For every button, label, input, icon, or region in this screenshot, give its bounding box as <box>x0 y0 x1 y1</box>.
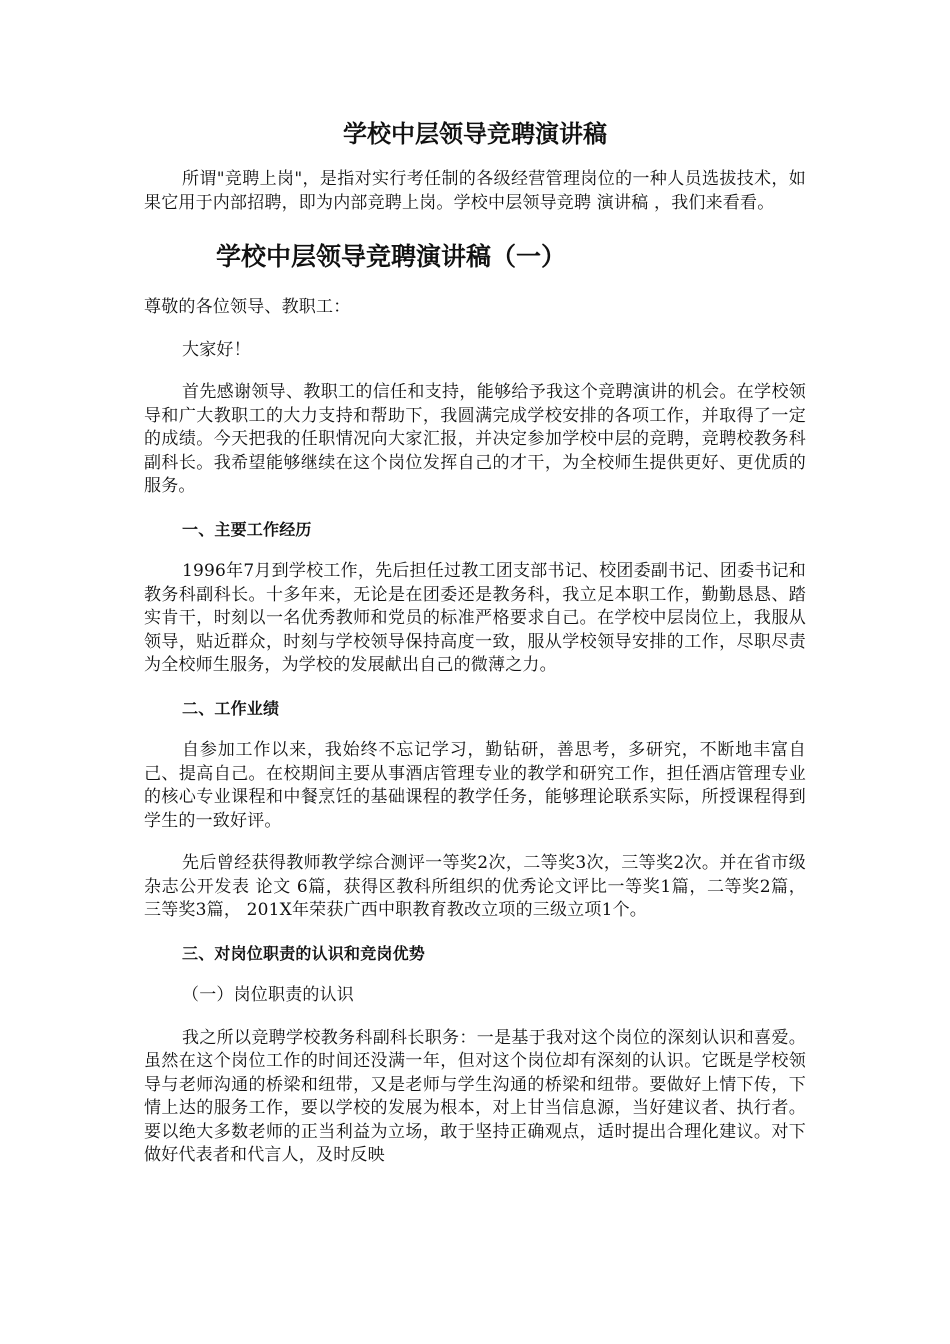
greeting: 大家好！ <box>182 339 251 360</box>
salutation: 尊敬的各位领导、教职工： <box>144 297 351 317</box>
thanks-paragraph: 首先感谢领导、教职工的信任和支持，能够给予我这个竞聘演讲的机会。在学校领导和广大教职工的大力支持和帮助下，我圆满完成学校安排的各项工作，并取得了一定的成绩。今天把我的任职情况向大家汇报，并决定参加学校中层的竞聘，竞聘校教务科副科长。我希望能够继续在这个岗位发挥自己的才干，为全校师生提供更好、更优质的服务。 <box>144 382 806 496</box>
intro-paragraph: 所谓"竞聘上岗"，是指对实行考任制的各级经营管理岗位的一种人员选拔技术，如果它用于内部招聘，即为内部竞聘上岗。学校中层领导竞聘 演讲稿 ，我们来看看。 <box>144 169 806 213</box>
heading-duty-understanding: 三、对岗位职责的认识和竞岗优势 <box>182 943 426 963</box>
heading-work-experience: 一、主要工作经历 <box>182 519 312 539</box>
achievement-paragraph-2: 先后曾经获得教师教学综合测评一等奖2次，二等奖3次，三等奖2次。并在省市级杂志公开发表 论文 6篇，获得区教科所组织的优秀论文评比一等奖1篇，二等奖2篇，三等奖3篇， 201X年荣获广西中职教育教改立项的三级立项1个。 <box>144 853 806 920</box>
subheading-duty: （一）岗位职责的认识 <box>182 985 354 1005</box>
experience-paragraph: 1996年7月到学校工作，先后担任过教工团支部书记、校团委副书记、团委书记和教务科副科长。十多年来，无论是在团委还是教务科，我立足本职工作，勤勤恳恳、踏实肯干，时刻以一名优秀教师和党员的标准严格要求自己。在学校中层岗位上，我服从领导，贴近群众，时刻与学校领导保持高度一致，服从学校领导安排的工作，尽职尽责为全校师生服务，为学校的发展献出自己的微薄之力。 <box>144 561 806 675</box>
section-title: 学校中层领导竞聘演讲稿（一） <box>216 242 567 271</box>
document-page <box>144 112 806 1168</box>
duty-paragraph: 我之所以竞聘学校教务科副科长职务：一是基于我对这个岗位的深刻认识和喜爱。虽然在这个岗位工作的时间还没满一年，但对这个岗位却有深刻的认识。它既是学校领导与老师沟通的桥梁和纽带，又是老师与学生沟通的桥梁和纽带。要做好上情下传，下情上达的服务工作，要以学校的发展为根本，对上甘当信息源，当好建议者、执行者。要以绝大多数老师的正当利益为立场，敢于坚持正确观点，适时提出合理化建议。对下做好代表者和代言人，及时反映 <box>144 1027 806 1165</box>
achievement-paragraph-1: 自参加工作以来，我始终不忘记学习，勤钻研，善思考，多研究，不断地丰富自己、提高自己。在校期间主要从事酒店管理专业的教学和研究工作，担任酒店管理专业的核心专业课程和中餐烹饪的基础课程的教学任务，能够理论联系实际，所授课程得到学生的一致好评。 <box>144 740 806 831</box>
heading-achievements: 二、工作业绩 <box>182 698 280 718</box>
document-title: 学校中层领导竞聘演讲稿 <box>343 120 607 148</box>
